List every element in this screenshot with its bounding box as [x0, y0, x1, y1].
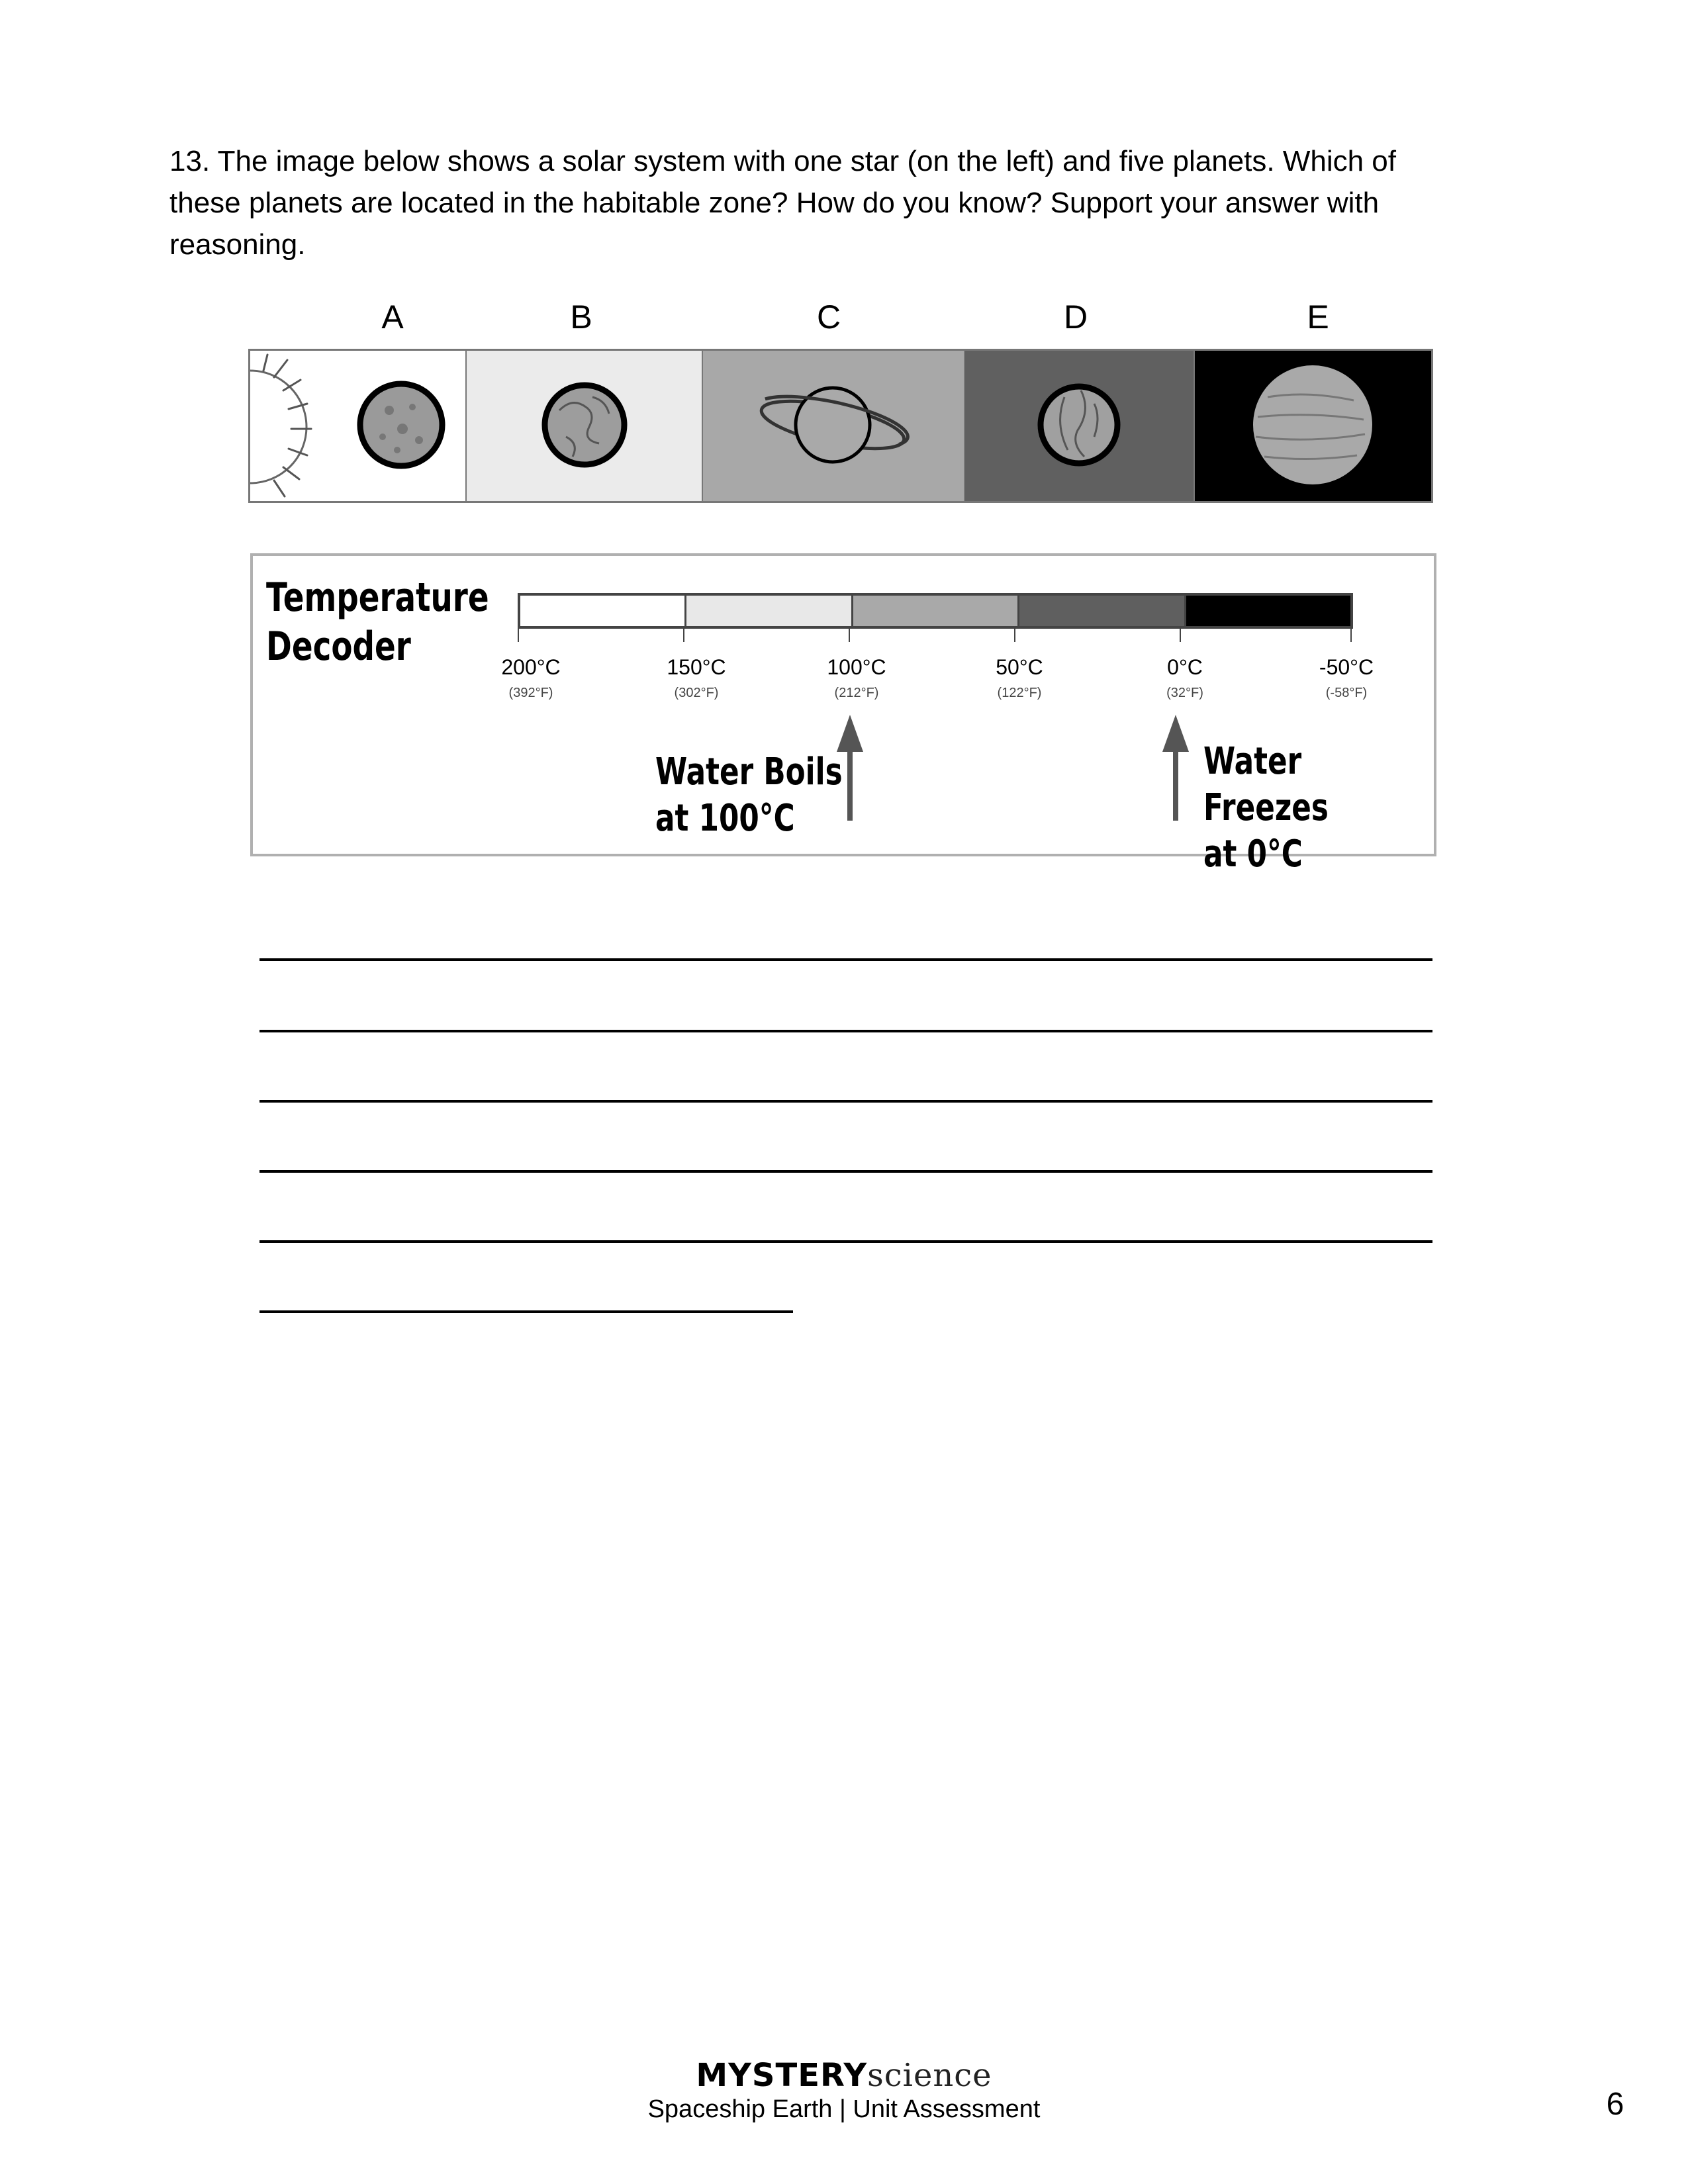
tick-mark — [1350, 626, 1352, 642]
tick-label-fahrenheit: (302°F) — [674, 686, 719, 700]
tick-label-celsius: 0°C — [1167, 655, 1203, 679]
freezes-arrow-icon — [1161, 715, 1190, 821]
question-text: 13. The image below shows a solar system with one star (on the left) and five planets. Which of these planets are located in the habitable zone? How do you know? Support your answer with reasoning. — [169, 145, 1396, 261]
tick-label-celsius: 100°C — [827, 655, 886, 679]
footer-subtitle: Spaceship Earth | Unit Assessment — [647, 2095, 1041, 2123]
tick-label-fahrenheit: (122°F) — [997, 686, 1042, 700]
tick-mark — [518, 626, 519, 642]
zone-b — [467, 351, 703, 501]
temp-segment — [686, 596, 853, 626]
tick-label-fahrenheit: (392°F) — [508, 686, 553, 700]
temp-segment — [1019, 596, 1186, 626]
zone-e — [1195, 351, 1431, 501]
tick-label-fahrenheit: (212°F) — [834, 686, 879, 700]
tick-label-celsius: 200°C — [501, 655, 561, 679]
answer-line[interactable] — [259, 1170, 1432, 1173]
water-boils-note: Water Boils at 100°C — [655, 751, 843, 840]
decoder-title: Temperature Decoder — [266, 574, 489, 670]
zone-label-e: E — [1307, 298, 1329, 336]
zone-a — [250, 351, 467, 501]
temperature-bar — [518, 593, 1353, 629]
brand-logo-bold: MYSTERY — [696, 2057, 868, 2094]
planet-a-icon — [360, 384, 442, 466]
brand-logo-light: science — [867, 2057, 992, 2094]
answer-line[interactable] — [259, 1100, 1432, 1103]
zone-label-d: D — [1063, 298, 1088, 336]
zone-d — [965, 351, 1195, 501]
tick-label-fahrenheit: (-58°F) — [1325, 686, 1368, 700]
answer-line[interactable] — [259, 958, 1432, 961]
tick-mark — [1180, 626, 1181, 642]
habitable-zone-strip — [248, 349, 1433, 503]
tick-mark — [683, 626, 684, 642]
tick-label-celsius: 50°C — [996, 655, 1043, 679]
tick-label-fahrenheit: (32°F) — [1166, 686, 1203, 700]
temp-segment — [1186, 596, 1350, 626]
tick-mark — [849, 626, 850, 642]
zone-label-a: A — [381, 298, 404, 336]
tick-mark — [1014, 626, 1015, 642]
answer-line[interactable] — [259, 1030, 1432, 1032]
star-icon — [250, 351, 466, 501]
water-freezes-note: Water Freezes at 0°C — [1203, 740, 1329, 876]
tick-label-celsius: -50°C — [1319, 655, 1374, 679]
solar-system-diagram — [248, 298, 1433, 510]
planet-d-icon — [965, 351, 1194, 501]
temp-segment — [853, 596, 1019, 626]
planet-b-icon — [467, 351, 702, 501]
temperature-decoder — [250, 553, 1436, 876]
zone-label-c: C — [816, 298, 841, 336]
page-number: 6 — [1606, 2087, 1624, 2122]
answer-line[interactable] — [259, 1240, 1432, 1243]
zone-label-b: B — [570, 298, 592, 336]
brand-logo — [0, 2057, 1688, 2094]
temp-segment — [520, 596, 686, 626]
zone-c — [703, 351, 966, 501]
planet-e-icon — [1195, 351, 1430, 501]
planet-c-icon — [703, 351, 965, 501]
tick-label-celsius: 150°C — [667, 655, 726, 679]
answer-line[interactable] — [259, 1310, 793, 1313]
